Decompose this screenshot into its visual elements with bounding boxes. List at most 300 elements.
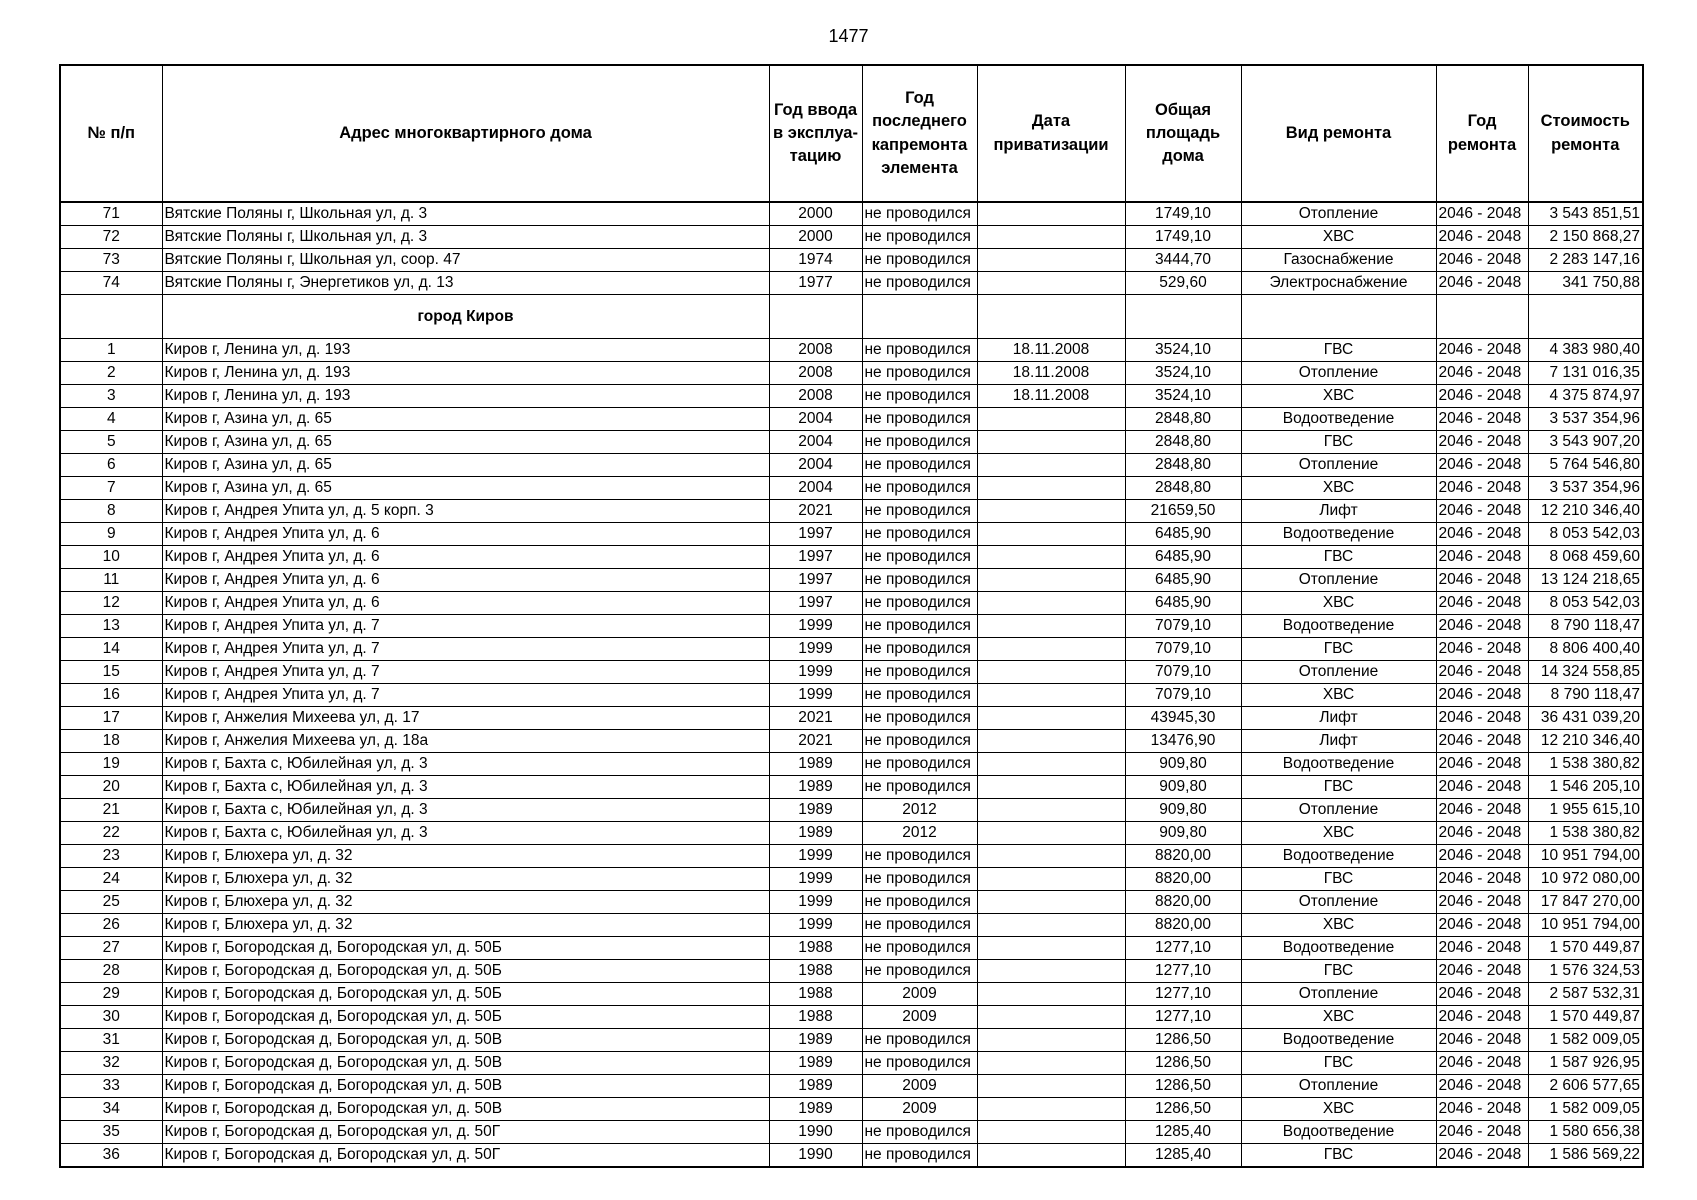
cell-repair-years: 2046 - 2048	[1436, 730, 1528, 753]
cell-repair-years: 2046 - 2048	[1436, 500, 1528, 523]
section-heading-group	[60, 295, 1643, 339]
cell-cost: 8 053 542,03	[1528, 523, 1643, 546]
table-row	[60, 202, 1643, 226]
cell-last-repair: не проводился	[862, 362, 977, 385]
cell-cost: 12 210 346,40	[1528, 500, 1643, 523]
cell-cost: 2 587 532,31	[1528, 983, 1643, 1006]
cell-last-repair: 2009	[862, 1098, 977, 1121]
col-header-last-repair: Год последнего капремонта элемента	[862, 65, 977, 202]
cell-repair-years: 2046 - 2048	[1436, 661, 1528, 684]
col-header-area: Общая площадь дома	[1125, 65, 1241, 202]
cell-repair-years: 2046 - 2048	[1436, 1121, 1528, 1144]
cell-privatization	[977, 1075, 1125, 1098]
cell-cost: 2 606 577,65	[1528, 1075, 1643, 1098]
cell-cost: 8 790 118,47	[1528, 684, 1643, 707]
cell-repair-years: 2046 - 2048	[1436, 408, 1528, 431]
cell-area: 1277,10	[1125, 1006, 1241, 1029]
cell-year-built: 2000	[769, 202, 862, 226]
cell-repair-years: 2046 - 2048	[1436, 272, 1528, 295]
cell-num: 1	[60, 339, 162, 362]
table-row	[60, 638, 1643, 661]
cell-repair-years: 2046 - 2048	[1436, 914, 1528, 937]
cell-num: 3	[60, 385, 162, 408]
table-row	[60, 983, 1643, 1006]
cell-address: Киров г, Ленина ул, д. 193	[162, 339, 769, 362]
cell-address: Киров г, Азина ул, д. 65	[162, 477, 769, 500]
cell-last-repair: не проводился	[862, 914, 977, 937]
cell-last-repair: не проводился	[862, 1029, 977, 1052]
cell-repair-type: Лифт	[1241, 500, 1436, 523]
cell-area: 2848,80	[1125, 408, 1241, 431]
cell-repair-years: 2046 - 2048	[1436, 569, 1528, 592]
col-header-repair-years: Год ремонта	[1436, 65, 1528, 202]
cell-num: 5	[60, 431, 162, 454]
cell-num: 2	[60, 362, 162, 385]
cell-repair-type: Водоотведение	[1241, 408, 1436, 431]
cell-year-built: 2021	[769, 730, 862, 753]
cell-area: 2848,80	[1125, 431, 1241, 454]
cell-year-built: 1977	[769, 272, 862, 295]
cell-repair-years: 2046 - 2048	[1436, 546, 1528, 569]
cell-repair-years: 2046 - 2048	[1436, 1144, 1528, 1168]
cell-cost: 14 324 558,85	[1528, 661, 1643, 684]
table-row	[60, 684, 1643, 707]
col-header-address: Адрес многоквартирного дома	[162, 65, 769, 202]
table-row	[60, 500, 1643, 523]
cell-repair-years: 2046 - 2048	[1436, 638, 1528, 661]
cell-num: 29	[60, 983, 162, 1006]
cell-area: 1285,40	[1125, 1121, 1241, 1144]
cell-last-repair: не проводился	[862, 431, 977, 454]
cell-num: 13	[60, 615, 162, 638]
cell-num: 12	[60, 592, 162, 615]
cell-cost: 1 570 449,87	[1528, 1006, 1643, 1029]
cell-last-repair: не проводился	[862, 523, 977, 546]
cell-num: 33	[60, 1075, 162, 1098]
cell-area: 1277,10	[1125, 960, 1241, 983]
cell-cost: 8 790 118,47	[1528, 615, 1643, 638]
cell-privatization: 18.11.2008	[977, 385, 1125, 408]
table-row	[60, 776, 1643, 799]
cell-num: 17	[60, 707, 162, 730]
table-row	[60, 845, 1643, 868]
cell-cost: 3 537 354,96	[1528, 477, 1643, 500]
section-heading-row	[60, 295, 1643, 339]
cell-privatization	[977, 569, 1125, 592]
cell-area: 2848,80	[1125, 477, 1241, 500]
cell-num: 24	[60, 868, 162, 891]
cell-repair-type: ГВС	[1241, 960, 1436, 983]
cell-repair-type: ХВС	[1241, 592, 1436, 615]
cell-repair-type: ХВС	[1241, 385, 1436, 408]
cell-year-built: 1988	[769, 1006, 862, 1029]
table-row	[60, 408, 1643, 431]
table-row	[60, 1144, 1643, 1168]
cell-privatization	[977, 523, 1125, 546]
cell-address: Киров г, Андрея Упита ул, д. 5 корп. 3	[162, 500, 769, 523]
cell-cost: 3 543 851,51	[1528, 202, 1643, 226]
cell-privatization	[977, 914, 1125, 937]
cell-cost: 1 570 449,87	[1528, 937, 1643, 960]
table-row	[60, 799, 1643, 822]
cell-cost: 10 951 794,00	[1528, 914, 1643, 937]
cell-privatization	[977, 1052, 1125, 1075]
cell-cost: 4 375 874,97	[1528, 385, 1643, 408]
cell-repair-type: Водоотведение	[1241, 753, 1436, 776]
cell-last-repair: не проводился	[862, 776, 977, 799]
cell-repair-years: 2046 - 2048	[1436, 845, 1528, 868]
cell-repair-years: 2046 - 2048	[1436, 1052, 1528, 1075]
table-row	[60, 707, 1643, 730]
cell-year-built: 1989	[769, 799, 862, 822]
cell-address: Киров г, Ленина ул, д. 193	[162, 362, 769, 385]
cell-repair-years: 2046 - 2048	[1436, 960, 1528, 983]
cell-repair-type: Отопление	[1241, 202, 1436, 226]
cell-area: 6485,90	[1125, 546, 1241, 569]
cell-area: 7079,10	[1125, 684, 1241, 707]
cell-area: 1277,10	[1125, 983, 1241, 1006]
cell-year-built: 1989	[769, 753, 862, 776]
cell-cost: 7 131 016,35	[1528, 362, 1643, 385]
cell-repair-type: Лифт	[1241, 707, 1436, 730]
cell-year-built: 1997	[769, 569, 862, 592]
cell-repair-type: ХВС	[1241, 1006, 1436, 1029]
cell-repair-type: ГВС	[1241, 776, 1436, 799]
cell-num: 72	[60, 226, 162, 249]
cell-address: Киров г, Ленина ул, д. 193	[162, 385, 769, 408]
cell-repair-years: 2046 - 2048	[1436, 1029, 1528, 1052]
cell-area: 1749,10	[1125, 202, 1241, 226]
cell-last-repair: не проводился	[862, 477, 977, 500]
cell-privatization	[977, 638, 1125, 661]
cell-last-repair: не проводился	[862, 638, 977, 661]
cell-address: Вятские Поляны г, Школьная ул, д. 3	[162, 226, 769, 249]
cell-cost: 2 283 147,16	[1528, 249, 1643, 272]
cell-num: 15	[60, 661, 162, 684]
cell-area: 3444,70	[1125, 249, 1241, 272]
cell-area: 8820,00	[1125, 845, 1241, 868]
table-row	[60, 753, 1643, 776]
col-header-year-built: Год ввода в эксплуа-тацию	[769, 65, 862, 202]
cell-last-repair: не проводился	[862, 546, 977, 569]
cell-area: 1286,50	[1125, 1075, 1241, 1098]
cell-area: 2848,80	[1125, 454, 1241, 477]
cell-year-built: 1999	[769, 638, 862, 661]
cell-area: 909,80	[1125, 822, 1241, 845]
table-row	[60, 1052, 1643, 1075]
cell-num: 25	[60, 891, 162, 914]
cell-repair-years: 2046 - 2048	[1436, 1098, 1528, 1121]
cell-area: 8820,00	[1125, 914, 1241, 937]
cell-repair-type: Водоотведение	[1241, 615, 1436, 638]
cell-num: 26	[60, 914, 162, 937]
cell-year-built: 1999	[769, 845, 862, 868]
cell-address: Вятские Поляны г, Энергетиков ул, д. 13	[162, 272, 769, 295]
cell-privatization	[977, 249, 1125, 272]
cell-repair-years: 2046 - 2048	[1436, 339, 1528, 362]
cell-num: 35	[60, 1121, 162, 1144]
cell-last-repair: не проводился	[862, 592, 977, 615]
cell-num: 16	[60, 684, 162, 707]
cell-cost: 12 210 346,40	[1528, 730, 1643, 753]
cell-privatization	[977, 753, 1125, 776]
cell-repair-years: 2046 - 2048	[1436, 249, 1528, 272]
table-row	[60, 454, 1643, 477]
cell-last-repair: не проводился	[862, 249, 977, 272]
cell-last-repair: 2012	[862, 822, 977, 845]
cell-address: Киров г, Богородская д, Богородская ул, д. 50Г	[162, 1144, 769, 1168]
cell-repair-type: Водоотведение	[1241, 1121, 1436, 1144]
cell-repair-years: 2046 - 2048	[1436, 799, 1528, 822]
cell-repair-years: 2046 - 2048	[1436, 753, 1528, 776]
cell-address: Киров г, Богородская д, Богородская ул, д. 50Б	[162, 937, 769, 960]
cell-last-repair: не проводился	[862, 1052, 977, 1075]
cell-address: Киров г, Андрея Упита ул, д. 7	[162, 661, 769, 684]
table-row	[60, 546, 1643, 569]
cell-privatization: 18.11.2008	[977, 339, 1125, 362]
cell-privatization	[977, 983, 1125, 1006]
cell-num: 9	[60, 523, 162, 546]
cell-num: 18	[60, 730, 162, 753]
cell-last-repair: 2009	[862, 1075, 977, 1098]
cell-year-built: 1999	[769, 914, 862, 937]
cell-last-repair: не проводился	[862, 615, 977, 638]
table-row	[60, 569, 1643, 592]
cell-address: Киров г, Блюхера ул, д. 32	[162, 868, 769, 891]
cell-num: 10	[60, 546, 162, 569]
cell-privatization	[977, 707, 1125, 730]
cell-num: 31	[60, 1029, 162, 1052]
cell-cost: 1 580 656,38	[1528, 1121, 1643, 1144]
cell-year-built: 2004	[769, 454, 862, 477]
cell-num: 27	[60, 937, 162, 960]
cell-last-repair: не проводился	[862, 730, 977, 753]
cell-area: 1286,50	[1125, 1029, 1241, 1052]
cell-num: 19	[60, 753, 162, 776]
cell-num: 74	[60, 272, 162, 295]
cell-area: 13476,90	[1125, 730, 1241, 753]
cell-cost: 10 951 794,00	[1528, 845, 1643, 868]
cell-repair-years: 2046 - 2048	[1436, 1075, 1528, 1098]
cell-repair-years: 2046 - 2048	[1436, 1006, 1528, 1029]
cell-repair-type: ГВС	[1241, 868, 1436, 891]
cell-repair-type: Отопление	[1241, 799, 1436, 822]
cell-year-built: 2000	[769, 226, 862, 249]
cell-privatization	[977, 891, 1125, 914]
cell-area: 6485,90	[1125, 523, 1241, 546]
cell-privatization	[977, 1144, 1125, 1168]
col-header-privatization: Дата приватизации	[977, 65, 1125, 202]
cell-area: 7079,10	[1125, 661, 1241, 684]
cell-year-built: 1989	[769, 1075, 862, 1098]
cell-cost: 17 847 270,00	[1528, 891, 1643, 914]
cell-num: 14	[60, 638, 162, 661]
cell-repair-type: ХВС	[1241, 914, 1436, 937]
cell-num: 34	[60, 1098, 162, 1121]
cell-address: Киров г, Андрея Упита ул, д. 7	[162, 684, 769, 707]
cell-cost: 1 576 324,53	[1528, 960, 1643, 983]
cell-year-built: 1988	[769, 960, 862, 983]
cell-year-built: 1999	[769, 684, 862, 707]
table-row	[60, 1029, 1643, 1052]
rows-before-section	[60, 202, 1643, 295]
cell-area: 3524,10	[1125, 385, 1241, 408]
cell-num: 73	[60, 249, 162, 272]
cell-privatization	[977, 799, 1125, 822]
cell-privatization	[977, 408, 1125, 431]
cell-last-repair: не проводился	[862, 385, 977, 408]
cell-privatization	[977, 454, 1125, 477]
cell-repair-years: 2046 - 2048	[1436, 707, 1528, 730]
cell-last-repair: не проводился	[862, 707, 977, 730]
cell-repair-type: Газоснабжение	[1241, 249, 1436, 272]
cell-privatization	[977, 960, 1125, 983]
cell-year-built: 1997	[769, 592, 862, 615]
cell-cost: 5 764 546,80	[1528, 454, 1643, 477]
cell-repair-years: 2046 - 2048	[1436, 891, 1528, 914]
cell-year-built: 1997	[769, 546, 862, 569]
cell-repair-years: 2046 - 2048	[1436, 868, 1528, 891]
cell-last-repair: не проводился	[862, 339, 977, 362]
cell-year-built: 1999	[769, 891, 862, 914]
cell-year-built: 1989	[769, 1029, 862, 1052]
page-number: 1477	[828, 26, 869, 46]
table-row	[60, 615, 1643, 638]
cell-last-repair: не проводился	[862, 454, 977, 477]
cell-privatization	[977, 1098, 1125, 1121]
cell-repair-years: 2046 - 2048	[1436, 937, 1528, 960]
cell-last-repair: не проводился	[862, 202, 977, 226]
cell-address: Киров г, Бахта с, Юбилейная ул, д. 3	[162, 753, 769, 776]
cell-address: Киров г, Богородская д, Богородская ул, д. 50В	[162, 1052, 769, 1075]
cell-address: Киров г, Андрея Упита ул, д. 6	[162, 569, 769, 592]
cell-address: Киров г, Андрея Упита ул, д. 7	[162, 638, 769, 661]
cell-last-repair: 2009	[862, 983, 977, 1006]
cell-cost: 8 053 542,03	[1528, 592, 1643, 615]
table-header-row	[60, 65, 1643, 202]
cell-year-built: 2004	[769, 477, 862, 500]
cell-cost: 1 538 380,82	[1528, 822, 1643, 845]
cell-last-repair: не проводился	[862, 753, 977, 776]
cell-num: 36	[60, 1144, 162, 1168]
cell-repair-years: 2046 - 2048	[1436, 454, 1528, 477]
cell-year-built: 1999	[769, 868, 862, 891]
cell-num: 8	[60, 500, 162, 523]
cell-privatization: 18.11.2008	[977, 362, 1125, 385]
cell-year-built: 1989	[769, 1098, 862, 1121]
table-row	[60, 385, 1643, 408]
rows-after-section	[60, 339, 1643, 1168]
cell-repair-type: ГВС	[1241, 431, 1436, 454]
cell-repair-type: ГВС	[1241, 1144, 1436, 1168]
cell-repair-years: 2046 - 2048	[1436, 983, 1528, 1006]
repair-registry-table	[59, 64, 1644, 1168]
table-row	[60, 914, 1643, 937]
cell-year-built: 1989	[769, 776, 862, 799]
cell-area: 21659,50	[1125, 500, 1241, 523]
cell-year-built: 2008	[769, 362, 862, 385]
cell-repair-type: ХВС	[1241, 226, 1436, 249]
cell-cost: 8 806 400,40	[1528, 638, 1643, 661]
cell-num: 6	[60, 454, 162, 477]
cell-year-built: 1990	[769, 1121, 862, 1144]
cell-area: 7079,10	[1125, 638, 1241, 661]
cell-cost: 341 750,88	[1528, 272, 1643, 295]
cell-area: 6485,90	[1125, 592, 1241, 615]
table-row	[60, 960, 1643, 983]
cell-address: Киров г, Андрея Упита ул, д. 6	[162, 592, 769, 615]
cell-num: 30	[60, 1006, 162, 1029]
cell-cost: 1 582 009,05	[1528, 1098, 1643, 1121]
cell-address: Киров г, Богородская д, Богородская ул, д. 50Б	[162, 960, 769, 983]
cell-last-repair: не проводился	[862, 569, 977, 592]
cell-year-built: 1974	[769, 249, 862, 272]
cell-year-built: 1997	[769, 523, 862, 546]
cell-repair-years: 2046 - 2048	[1436, 523, 1528, 546]
cell-address: Киров г, Богородская д, Богородская ул, д. 50В	[162, 1075, 769, 1098]
cell-privatization	[977, 226, 1125, 249]
cell-area: 1277,10	[1125, 937, 1241, 960]
cell-last-repair: не проводился	[862, 226, 977, 249]
cell-year-built: 1999	[769, 661, 862, 684]
table-row	[60, 477, 1643, 500]
cell-privatization	[977, 868, 1125, 891]
cell-area: 43945,30	[1125, 707, 1241, 730]
cell-num: 7	[60, 477, 162, 500]
cell-cost: 1 587 926,95	[1528, 1052, 1643, 1075]
cell-area: 3524,10	[1125, 339, 1241, 362]
cell-repair-type: ГВС	[1241, 546, 1436, 569]
cell-year-built: 2008	[769, 385, 862, 408]
cell-year-built: 2004	[769, 408, 862, 431]
cell-privatization	[977, 730, 1125, 753]
cell-privatization	[977, 500, 1125, 523]
cell-repair-years: 2046 - 2048	[1436, 226, 1528, 249]
cell-repair-type: ГВС	[1241, 638, 1436, 661]
cell-cost: 10 972 080,00	[1528, 868, 1643, 891]
cell-address: Киров г, Азина ул, д. 65	[162, 408, 769, 431]
cell-privatization	[977, 546, 1125, 569]
table-row	[60, 226, 1643, 249]
cell-last-repair: не проводился	[862, 868, 977, 891]
cell-privatization	[977, 1121, 1125, 1144]
cell-privatization	[977, 272, 1125, 295]
cell-area: 909,80	[1125, 753, 1241, 776]
cell-area: 8820,00	[1125, 868, 1241, 891]
cell-last-repair: не проводился	[862, 684, 977, 707]
cell-num: 22	[60, 822, 162, 845]
cell-area: 7079,10	[1125, 615, 1241, 638]
cell-repair-years: 2046 - 2048	[1436, 592, 1528, 615]
cell-year-built: 2004	[769, 431, 862, 454]
cell-last-repair: не проводился	[862, 1144, 977, 1168]
table-row	[60, 362, 1643, 385]
cell-last-repair: не проводился	[862, 891, 977, 914]
cell-address: Киров г, Богородская д, Богородская ул, д. 50Г	[162, 1121, 769, 1144]
cell-repair-years: 2046 - 2048	[1436, 431, 1528, 454]
cell-last-repair: 2012	[862, 799, 977, 822]
table-row	[60, 272, 1643, 295]
table-row	[60, 1121, 1643, 1144]
cell-address: Киров г, Андрея Упита ул, д. 7	[162, 615, 769, 638]
cell-privatization	[977, 1006, 1125, 1029]
cell-repair-type: ГВС	[1241, 1052, 1436, 1075]
cell-address: Киров г, Андрея Упита ул, д. 6	[162, 523, 769, 546]
cell-privatization	[977, 822, 1125, 845]
cell-privatization	[977, 1029, 1125, 1052]
cell-privatization	[977, 845, 1125, 868]
cell-address: Киров г, Богородская д, Богородская ул, д. 50Б	[162, 1006, 769, 1029]
